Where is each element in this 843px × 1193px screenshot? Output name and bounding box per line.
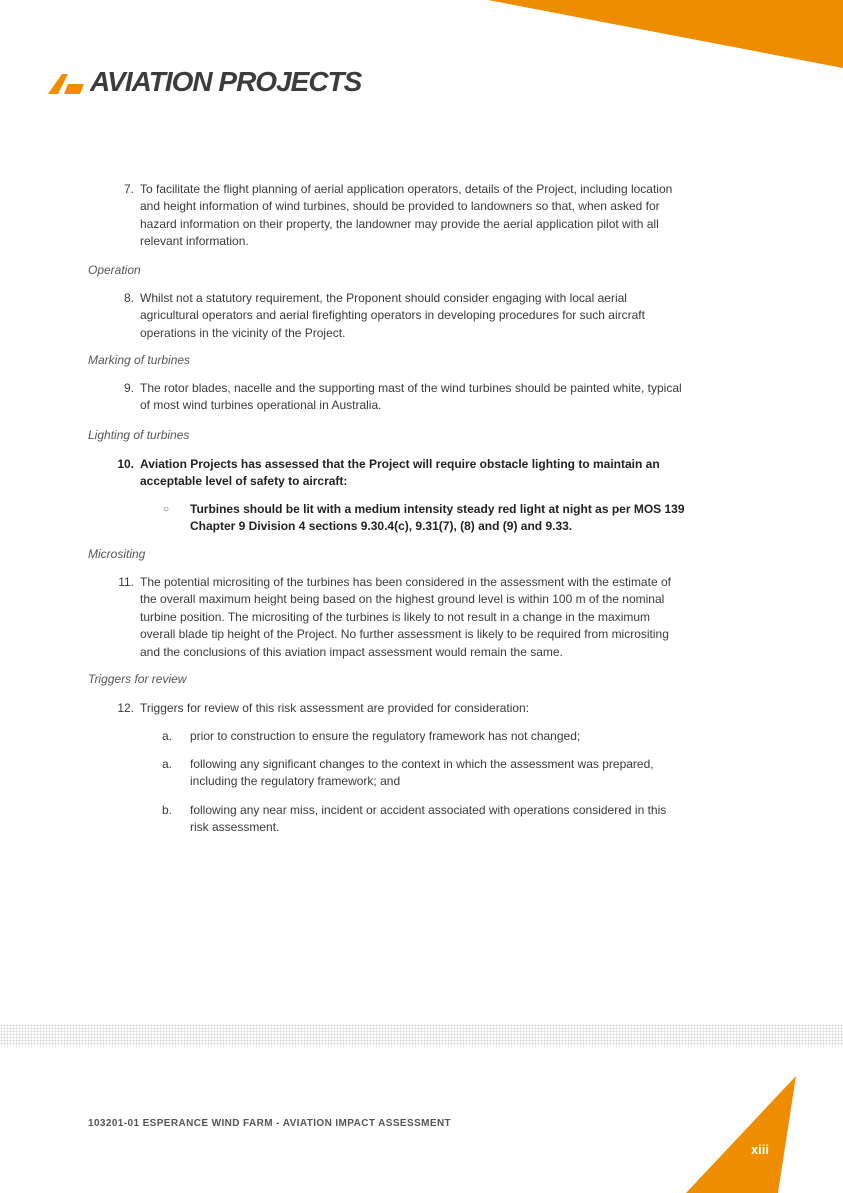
footer-document-title: 103201-01 ESPERANCE WIND FARM - AVIATION IMPACT ASSESSMENT: [88, 1118, 452, 1129]
sub-item-text: prior to construction to ensure the regulatory framework has not changed;: [190, 729, 581, 743]
item-number: 10.: [117, 457, 134, 471]
footer-dotted-band: [0, 1024, 843, 1046]
logo-mark-icon: [48, 68, 86, 96]
section-heading-lighting: Lighting of turbines: [88, 428, 190, 442]
item-number: 8.: [123, 291, 134, 305]
footer-corner-triangle: [686, 1076, 843, 1193]
sub-item-letter: a.: [162, 757, 173, 771]
item-text: Whilst not a statutory requirement, the Proponent should consider engaging with local aerial agricultural operators and aerial firefighting operators in developing procedures for such aircraft operations in the vicinity of the Project.: [140, 291, 645, 340]
item-text: Aviation Projects has assessed that the Project will require obstacle lighting to maintain an acceptable level of safety to aircraft:: [140, 457, 660, 489]
section-heading-operation: Operation: [88, 263, 141, 277]
section-heading-marking: Marking of turbines: [88, 353, 191, 367]
item-text: To facilitate the flight planning of aerial application operators, details of the Project, including location and height information of wind turbines, should be provided to landowners so that, when asked for hazard information on their property, the landowner may provide the aerial application pilot with all relevant information.: [140, 182, 673, 249]
item-number: 12.: [117, 701, 134, 715]
section-heading-micrositing: Micrositing: [88, 547, 146, 561]
item-text: The potential micrositing of the turbines has been considered in the assessment with the estimate of the overall maximum height being based on the highest ground level is within 100 m of the nominal turbine position. The micrositing of the turbines is likely to not result in a change in the maximum overall blade tip height of the Project. No further assessment is likely to be required from micrositing and the conclusions of this aviation impact assessment would remain the same.: [140, 575, 671, 659]
company-logo: [48, 66, 361, 98]
sub-item-text: following any near miss, incident or accident associated with operations considered in this risk assessment.: [190, 803, 667, 835]
item-number: 7.: [123, 182, 134, 196]
sub-item-text: following any significant changes to the context in which the assessment was prepared, including the regulatory framework; and: [190, 757, 654, 789]
item-text: The rotor blades, nacelle and the supporting mast of the wind turbines should be painted white, typical of most wind turbines operational in Australia.: [140, 381, 682, 413]
page-number: xiii: [750, 1142, 770, 1157]
item-number: 9.: [123, 381, 134, 395]
logo-text: AVIATION PROJECTS: [90, 66, 362, 97]
section-heading-triggers: Triggers for review: [88, 672, 187, 686]
circle-bullet-icon: ○: [163, 504, 170, 515]
bullet-text: Turbines should be lit with a medium intensity steady red light at night as per MOS 139 Chapter 9 Division 4 sections 9.30.4(c), 9.31(7), (8) and (9) and 9.33.: [190, 502, 685, 534]
sub-item-letter: a.: [162, 729, 173, 743]
item-number: 11.: [118, 575, 134, 589]
sub-item-letter: b.: [162, 803, 173, 817]
item-text: Triggers for review of this risk assessment are provided for consideration:: [140, 701, 530, 715]
